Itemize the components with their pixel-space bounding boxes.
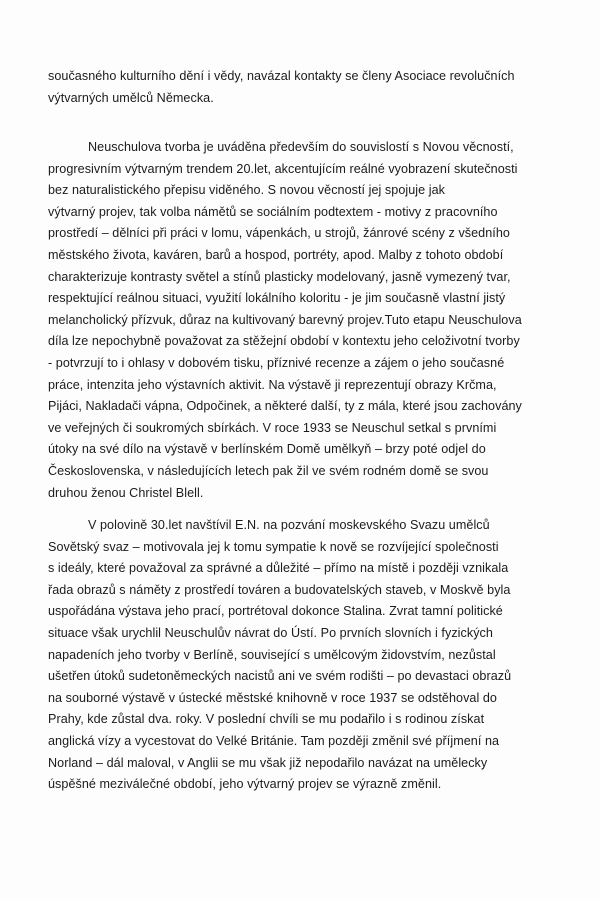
text-line: s ideály, které považoval za správné a důležité – přímo na místě i později vznikala xyxy=(48,561,509,576)
text-line: ušetřen útoků sudetoněmeckých nacistů ani ve svém rodišti – po devastaci obrazů xyxy=(48,669,512,684)
text-line: V polovině 30.let navštívil E.N. na pozvání moskevského Svazu umělců xyxy=(88,518,490,532)
text-line: prostředí – dělníci při práci v lomu, vápenkách, u strojů, žánrové scény z všedního xyxy=(48,226,510,241)
paragraph-neue-sachlichkeit xyxy=(48,137,578,504)
text-line: anglická vízy a vycestovat do Velké Británie. Tam později změnil své příjmení na xyxy=(48,733,500,748)
text-line: úspěšné meziválečné období, jeho výtvarný projev se výrazně změnil. xyxy=(48,777,442,792)
text-line: řada obrazů s náměty z prostředí továren a budovatelských staveb, v Moskvě byla xyxy=(48,582,511,597)
text-line: melancholický přízvuk, důraz na kultivovaný barevný projev.Tuto etapu Neuschulova xyxy=(48,312,522,327)
text-line: napadeních jeho tvorby v Berlíně, související s umělcovým židovstvím, nezůstal xyxy=(48,647,496,662)
text-line: útoky na své dílo na výstavě v berlínském Domě umělkyň – brzy poté odjel do xyxy=(48,442,486,457)
text-line: druhou ženou Christel Blell. xyxy=(48,485,204,500)
text-line: charakterizuje kontrasty světel a stínů plasticky modelovaný, jasně vymezený tvar, xyxy=(48,269,511,284)
text-line: díla lze nepochybně považovat za stěžejní období v kontextu jeho celoživotní tvorby xyxy=(48,334,520,349)
text-line: městského života, kaváren, barů a hospod, portréty, apod. Malby z tohoto období xyxy=(48,247,504,262)
text-line: současného kulturního dění i vědy, navázal kontakty se členy Asociace revolučních xyxy=(48,69,515,83)
text-line: Pijáci, Nakladači vápna, Odpočinek, a některé další, ty z mála, které jsou zachovány xyxy=(48,399,522,414)
text-line: bez naturalistického přepisu viděného. S novou věcností jej spojuje jak xyxy=(48,183,445,198)
text-line: Československa, v následujících letech pak žil ve svém rodném domě se svou xyxy=(48,463,489,478)
text-line: - potvrzují to i ohlasy v dobovém tisku, příznivé recenze a zájem o jeho současné xyxy=(48,355,505,370)
text-line: Neuschulova tvorba je uváděna především do souvislostí s Novou věcností, xyxy=(88,140,514,154)
text-line: uspořádána výstava jeho prací, portrétoval dokonce Stalina. Zvrat tamní politické xyxy=(48,604,503,619)
continued-paragraph xyxy=(48,66,578,109)
text-line: výtvarných umělců Německa. xyxy=(48,90,214,105)
text-line: progresivním výtvarným trendem 20.let, akcentujícím reálné vyobrazení skutečnosti xyxy=(48,161,518,176)
text-line: Norland – dál maloval, v Anglii se mu však již nepodařilo navázat na umělecky xyxy=(48,755,488,770)
text-line: respektující reálnou situaci, využití lokálního koloritu - je jim současně vlastní jistý xyxy=(48,291,506,306)
text-line: práce, intenzita jeho výstavních aktivit. Na výstavě ji reprezentují obrazy Krčma, xyxy=(48,377,497,392)
text-line: Sovětský svaz – motivovala jej k tomu sympatie k nově se rozvíjející společnosti xyxy=(48,539,499,554)
text-line: ve veřejných či soukromých sbírkách. V roce 1933 se Neuschul setkal s prvními xyxy=(48,420,497,435)
text-line: situace však urychlil Neuschulův návrat do Ústí. Po prvních slovních i fyzických xyxy=(48,625,493,640)
text-line: na souborné výstavě v ústecké městské knihovně v roce 1937 se odstěhoval do xyxy=(48,690,497,705)
paragraph-soviet-visit-and-exile xyxy=(48,515,578,796)
text-line: výtvarný projev, tak volba námětů se sociálním podtextem - motivy z pracovního xyxy=(48,204,498,219)
text-line: Prahy, kde zůstal dva. roky. V poslední chvíli se mu podařilo i s rodinou získat xyxy=(48,712,485,727)
